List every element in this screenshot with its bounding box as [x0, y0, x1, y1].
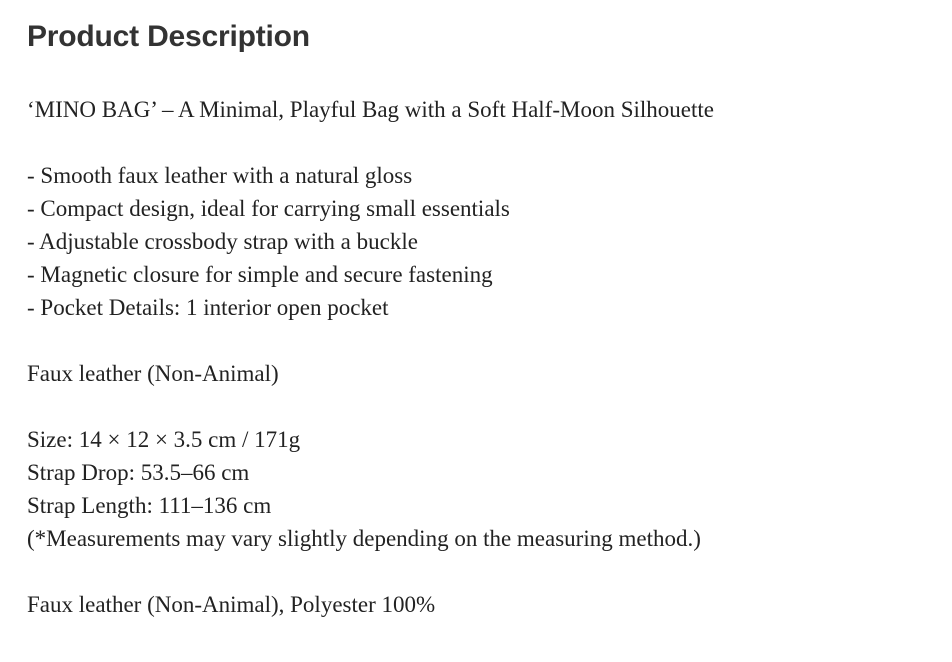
feature-item: - Magnetic closure for simple and secure fastening	[27, 262, 493, 287]
spec-strap-drop: Strap Drop: 53.5–66 cm	[27, 460, 250, 485]
product-tagline: ‘MINO BAG’ – A Minimal, Playful Bag with a Soft Half-Moon Silhouette	[27, 97, 714, 122]
feature-item: - Pocket Details: 1 interior open pocket	[27, 295, 389, 320]
feature-item: - Adjustable crossbody strap with a buckle	[27, 229, 418, 254]
paragraph-gap	[27, 126, 927, 159]
spec-measurement-note: (*Measurements may vary slightly depending on the measuring method.)	[27, 526, 701, 551]
paragraph-gap	[27, 555, 927, 588]
feature-item: - Smooth faux leather with a natural gloss	[27, 163, 413, 188]
spec-size: Size: 14 × 12 × 3.5 cm / 171g	[27, 427, 301, 452]
feature-list	[27, 159, 927, 324]
page-title: Product Description	[27, 20, 310, 53]
feature-item: - Compact design, ideal for carrying small essentials	[27, 196, 510, 221]
paragraph-gap	[27, 390, 927, 423]
composition-text: Faux leather (Non-Animal), Polyester 100%	[27, 592, 436, 617]
spec-strap-length: Strap Length: 111–136 cm	[27, 493, 272, 518]
product-description-body	[27, 93, 927, 621]
spec-list	[27, 423, 927, 555]
material-text: Faux leather (Non-Animal)	[27, 361, 279, 386]
paragraph-gap	[27, 324, 927, 357]
